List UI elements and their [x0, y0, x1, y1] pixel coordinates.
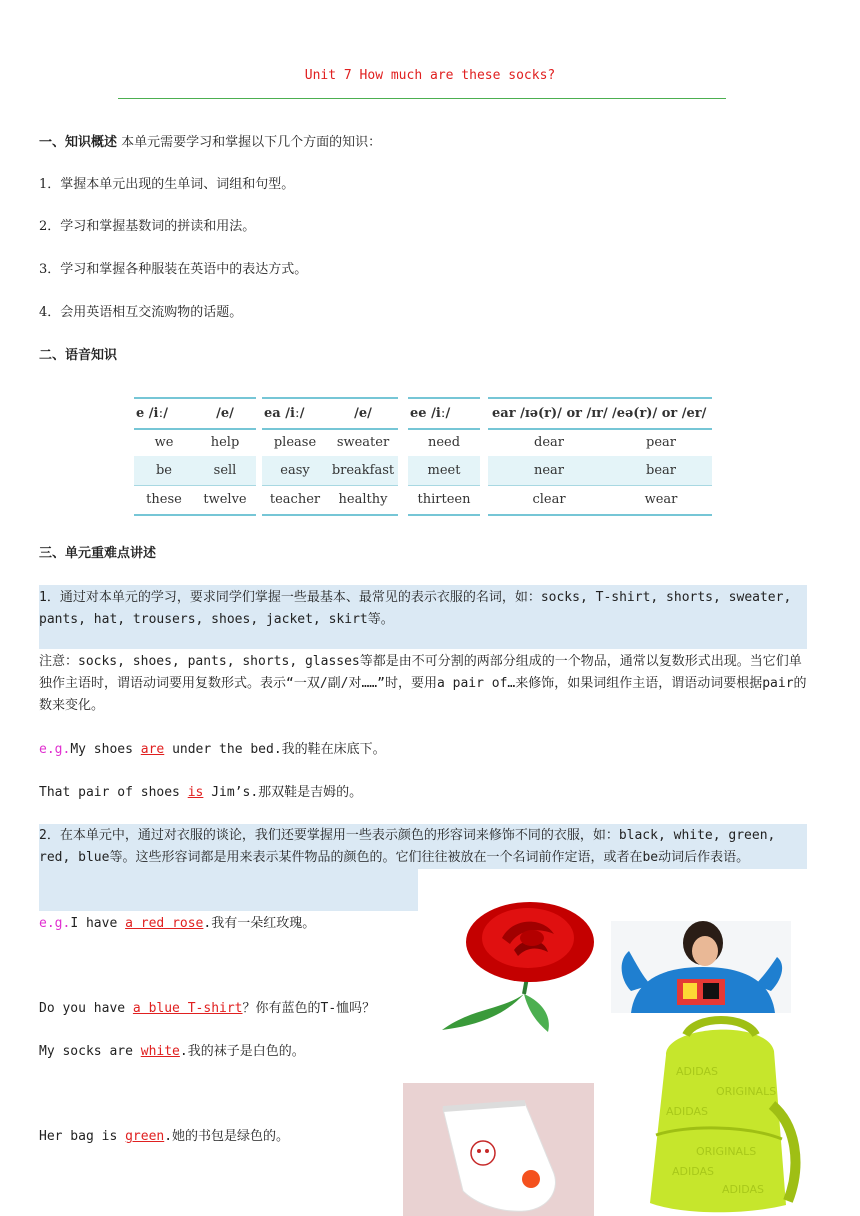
example-highlight: green — [125, 1129, 165, 1144]
phonics-word: dear — [534, 435, 564, 450]
example-highlight: a red rose — [125, 916, 204, 931]
example-highlight: is — [187, 785, 204, 800]
svg-text:ADIDAS: ADIDAS — [722, 1183, 765, 1196]
phonics-word: help — [210, 435, 240, 450]
blue-tshirt-image — [611, 921, 791, 1013]
phonics-word: sweater — [336, 435, 390, 450]
example-text: My socks are — [39, 1044, 141, 1059]
phonics-table — [134, 395, 712, 517]
phonics-header: /eə(r)/ or /er/ — [612, 406, 707, 421]
phonics-word: twelve — [203, 492, 247, 507]
eg-label: e.g. — [39, 742, 71, 757]
section1-intro: 本单元需要学习和掌握以下几个方面的知识： — [117, 135, 382, 150]
phonics-word: meet — [427, 463, 461, 478]
section1-heading: 一、知识概述 — [39, 135, 118, 150]
phonics-word: be — [155, 463, 172, 478]
phonics-word: clear — [532, 492, 566, 507]
phonics-block-e — [134, 395, 256, 517]
example-text: ？你有蓝色的T-恤吗？ — [242, 1001, 376, 1016]
section2-heading: 二、语音知识 — [39, 348, 118, 363]
title-underline — [118, 98, 726, 99]
svg-text:ADIDAS: ADIDAS — [676, 1065, 719, 1078]
phonics-word: wear — [644, 492, 678, 507]
example-highlight: are — [140, 742, 165, 757]
phonics-block-ee — [408, 395, 480, 517]
example-1 — [39, 739, 386, 761]
example-highlight: white — [140, 1044, 180, 1059]
rose-image — [432, 898, 600, 1034]
example-text: Jim’s.那双鞋是吉姆的。 — [203, 785, 363, 800]
white-sock-image — [403, 1083, 594, 1216]
phonics-header: ea /iː/ — [264, 406, 305, 421]
section1-item-4: 4．会用英语相互交流购物的话题。 — [39, 305, 243, 320]
phonics-header: /e/ — [216, 406, 234, 421]
svg-text:ADIDAS: ADIDAS — [672, 1165, 715, 1178]
phonics-block-ear — [488, 395, 712, 517]
example-highlight: a blue T-shirt — [132, 1001, 243, 1016]
eg-label: e.g. — [39, 916, 71, 931]
page-title: Unit 7 How much are these socks? — [304, 68, 556, 83]
section1-item-1: 1．掌握本单元出现的生单词、词组和句型。 — [39, 177, 295, 192]
example-6 — [39, 1126, 289, 1148]
section3-heading: 三、单元重难点讲述 — [39, 546, 157, 561]
phonics-header: ear /ɪə(r)/ or /ɪr/ — [492, 406, 608, 421]
svg-text:ORIGINALS: ORIGINALS — [696, 1145, 757, 1158]
section1-item-2: 2．学习和掌握基数词的拼读和用法。 — [39, 219, 256, 234]
phonics-word: bear — [646, 463, 676, 478]
example-text: .我有一朵红玫瑰。 — [203, 916, 316, 931]
phonics-header: ee /iː/ — [410, 406, 451, 421]
phonics-word: we — [154, 435, 174, 450]
example-text: That pair of shoes — [39, 785, 188, 800]
example-text: Do you have — [39, 1001, 133, 1016]
phonics-word: healthy — [338, 492, 388, 507]
example-5 — [39, 1041, 305, 1063]
point2-text: 2．在本单元中，通过对衣服的谈论，我们还要掌握用一些表示颜色的形容词来修饰不同的衣服，如：black, white, green, red, blue等。这些形容词都是用来表示某件物品的颜色的。它们往往被放在一个名词前作定语，或者在be动词后作表语。 — [39, 828, 776, 865]
phonics-word: breakfast — [331, 463, 395, 478]
phonics-word: pear — [646, 435, 676, 450]
phonics-word: teacher — [269, 492, 321, 507]
example-text: I have — [70, 916, 126, 931]
phonics-word: easy — [280, 463, 310, 478]
example-3 — [39, 913, 315, 935]
phonics-word: thirteen — [417, 492, 471, 507]
example-text: My shoes — [70, 742, 141, 757]
example-text: .我的袜子是白色的。 — [179, 1044, 305, 1059]
phonics-header: /e/ — [354, 406, 372, 421]
svg-text:ORIGINALS: ORIGINALS — [716, 1085, 777, 1098]
phonics-word: near — [533, 463, 565, 478]
note-text: 注意：socks, shoes, pants, shorts, glasses等都是由不可分割的两部分组成的一个物品，通常以复数形式出现。当它们单独作主语时，谓语动词要用复数形式。表示“一双/副/对……”时，要用a pair of…来修饰，如果词组作主语，谓语动词要根据pair的数来变化。 — [39, 654, 807, 713]
section1-line — [39, 132, 381, 154]
phonics-word: need — [427, 435, 461, 450]
example-4 — [39, 998, 375, 1020]
phonics-header: e /iː/ — [136, 406, 169, 421]
phonics-word: these — [146, 492, 182, 507]
svg-text:ADIDAS: ADIDAS — [666, 1105, 709, 1118]
example-text: under the bed.我的鞋在床底下。 — [164, 742, 386, 757]
green-backpack-image — [626, 1015, 806, 1216]
point2-highlight-tail — [39, 869, 418, 911]
example-text: .她的书包是绿色的。 — [164, 1129, 290, 1144]
point1-text: 1．通过对本单元的学习，要求同学们掌握一些最基本、最常见的表示衣服的名词，如：socks, T-shirt, shorts, sweater, pants, hat, trousers, shoes, jacket, skirt等。 — [39, 590, 792, 627]
example-2 — [39, 782, 362, 804]
phonics-word: please — [273, 435, 317, 450]
phonics-block-ea — [262, 395, 398, 517]
example-text: Her bag is — [39, 1129, 126, 1144]
phonics-word: sell — [213, 463, 237, 478]
section1-item-3: 3．学习和掌握各种服装在英语中的表达方式。 — [39, 262, 308, 277]
